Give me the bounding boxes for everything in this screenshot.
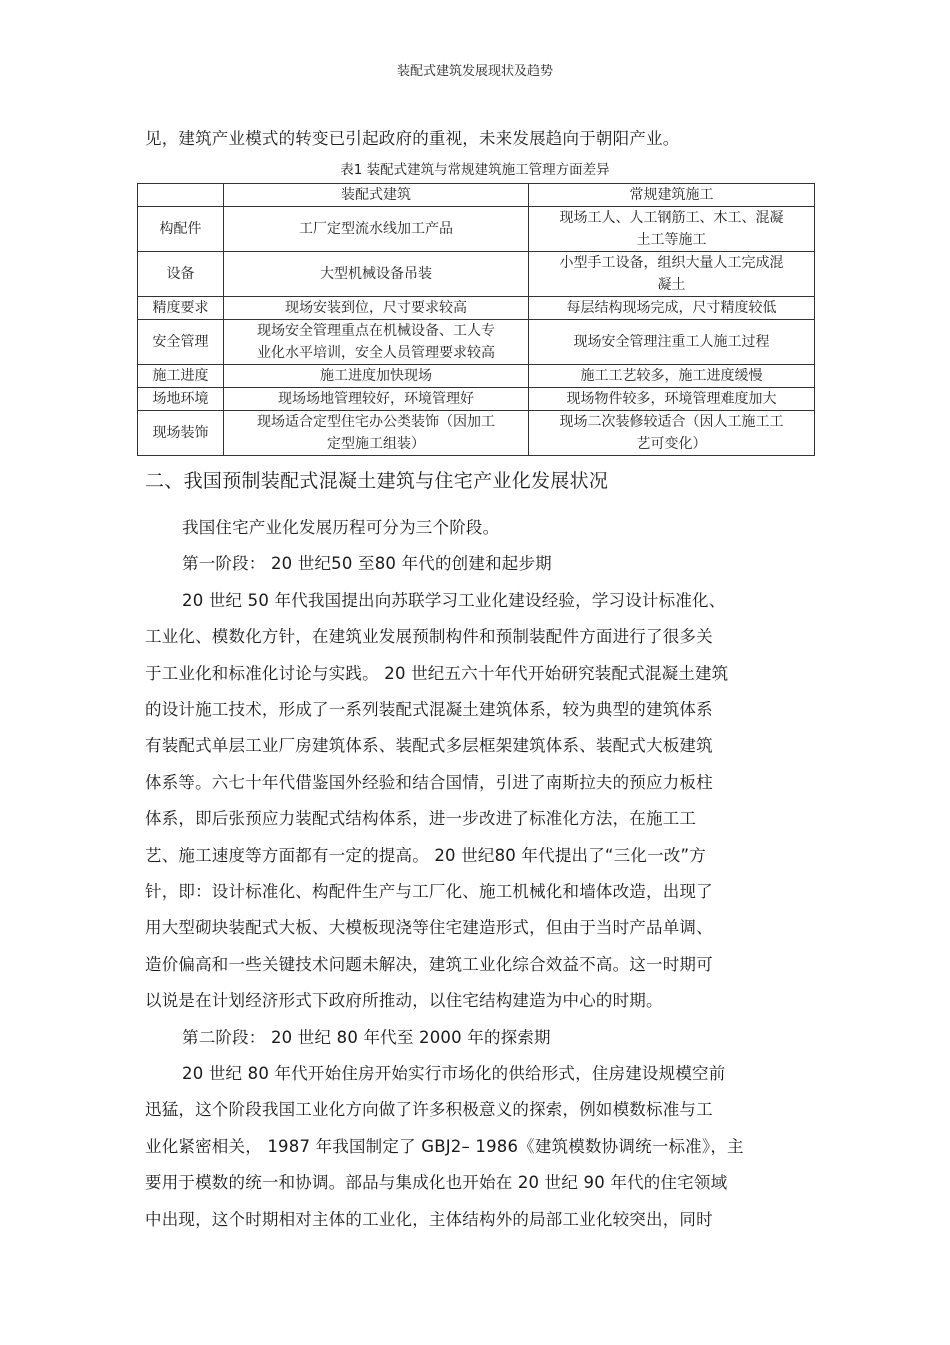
body-line: 针，即：设计标准化、构配件生产与工厂化、施工机械化和墙体改造，出现了 [145,882,713,901]
cell-line: 业化水平培训，安全人员管理要求较高 [257,345,495,361]
cell-line: 现场适合定型住宅办公类装饰（因加工 [257,414,495,430]
prefab-cell [224,252,529,297]
conventional-cell [529,388,815,411]
row-label-cell: 施工进度 [138,365,224,388]
prefab-cell [224,411,529,456]
cell-line: 现场二次装修较适合（因人工施工工 [559,414,784,430]
cell-line: 现场工人、人工钢筋工、木工、混凝 [559,210,784,226]
table-header-cell: 常规建筑施工 [529,184,815,207]
cell-line: 现场安装到位，尺寸要求较高 [285,300,467,316]
cell-line: 施工进度加快现场 [320,368,432,384]
row-label-cell: 设备 [138,252,224,297]
cell-line: 定型施工组装） [327,436,425,452]
body-line: 有装配式单层工业厂房建筑体系、装配式多层框架建筑体系、装配式大板建筑 [145,736,713,755]
row-label-cell: 现场装饰 [138,411,224,456]
section-heading: 二、我国预制装配式混凝土建筑与住宅产业化发展状况 [145,470,609,492]
row-label-cell: 精度要求 [138,297,224,320]
body-line: 艺、施工速度等方面都有一定的提高。 20 世纪80 年代提出了“三化一改”方 [145,846,706,865]
cell-line: 土工等施工 [636,232,707,248]
body-line: 业化紧密相关， 1987 年我国制定了 GBJ2– 1986《建筑模数协调统一标准》，主 [145,1137,744,1156]
conventional-cell [529,252,815,297]
conventional-cell [529,411,815,456]
table-row [138,388,815,411]
row-label-cell: 安全管理 [138,320,224,365]
body-line: 体系，即后张预应力装配式结构体系，进一步改进了标准化方法，在施工工 [145,809,697,828]
running-header: 装配式建筑发展现状及趋势 [396,64,553,79]
conventional-cell [529,365,815,388]
cell-line: 现场场地管理较好，环境管理好 [278,391,474,407]
cell-line: 现场安全管理重点在机械设备、工人专 [257,323,495,339]
body-line: 20 世纪 80 年代开始住房开始实行市场化的供给形式，住房建设规模空前 [182,1064,726,1083]
table-header-cell [138,184,224,207]
prefab-cell [224,320,529,365]
table-header-cell: 装配式建筑 [224,184,529,207]
cell-line: 施工工艺较多，施工进度缓慢 [580,368,763,384]
prefab-cell [224,297,529,320]
row-label-cell: 构配件 [138,207,224,252]
cell-line: 每层结构现场完成，尺寸精度较低 [566,300,777,316]
body-line: 20 世纪 50 年代我国提出向苏联学习工业化建设经验，学习设计标准化、 [182,591,726,610]
body-line: 用大型砌块装配式大板、大模板现浇等住宅建造形式，但由于当时产品单调、 [145,918,713,937]
body-line: 我国住宅产业化发展历程可分为三个阶段。 [182,518,500,537]
body-line: 于工业化和标准化讨论与实践。 20 世纪五六十年代开始研究装配式混凝土建筑 [145,664,729,683]
table-row [138,320,815,365]
body-line: 体系等。六七十年代借鉴国外经验和结合国情，引进了南斯拉夫的预应力板柱 [145,773,713,792]
cell-line: 工厂定型流水线加工产品 [299,221,453,237]
body-line: 第一阶段： 20 世纪50 至80 年代的创建和起步期 [182,554,552,573]
prefab-cell [224,388,529,411]
row-label-cell: 场地环境 [138,388,224,411]
table-row [138,252,815,297]
body-line: 以说是在计划经济形式下政府所推动，以住宅结构建造为中心的时期。 [145,991,663,1010]
body-line: 要用于模数的统一和协调。部品与集成化也开始在 20 世纪 90 年代的住宅领域 [145,1173,728,1192]
cell-line: 大型机械设备吊装 [320,266,432,282]
cell-line: 凝土 [657,277,686,293]
prefab-cell [224,207,529,252]
conventional-cell [529,320,815,365]
cell-line: 艺可变化） [636,436,707,452]
cell-line: 小型手工设备，组织大量人工完成混 [559,255,784,271]
body-line: 中出现，这个时期相对主体的工业化，主体结构外的局部工业化较突出，同时 [145,1210,713,1229]
table-caption: 表1 装配式建筑与常规建筑施工管理方面差异 [340,162,610,178]
comparison-table [137,183,815,456]
cell-line: 现场安全管理注重工人施工过程 [573,334,770,350]
table-row [138,207,815,252]
body-line: 迅猛，这个阶段我国工业化方向做了许多积极意义的探索，例如模数标准与工 [145,1100,713,1119]
intro-paragraph-line: 见，建筑产业模式的转变已引起政府的重视，未来发展趋向于朝阳产业。 [145,129,680,148]
table-row [138,297,815,320]
table-header-row [138,184,815,207]
prefab-cell [224,365,529,388]
conventional-cell [529,207,815,252]
body-line: 造价偏高和一些关键技术问题未解决，建筑工业化综合效益不高。这一时期可 [145,955,713,974]
body-line: 的设计施工技术，形成了一系列装配式混凝土建筑体系，较为典型的建筑体系 [145,700,713,719]
cell-line: 现场物件较多，环境管理难度加大 [566,391,777,407]
conventional-cell [529,297,815,320]
body-line: 工业化、模数化方针，在建筑业发展预制构件和预制装配件方面进行了很多关 [145,627,713,646]
body-line: 第二阶段： 20 世纪 80 年代至 2000 年的探索期 [182,1028,551,1047]
table-row [138,365,815,388]
table-row [138,411,815,456]
